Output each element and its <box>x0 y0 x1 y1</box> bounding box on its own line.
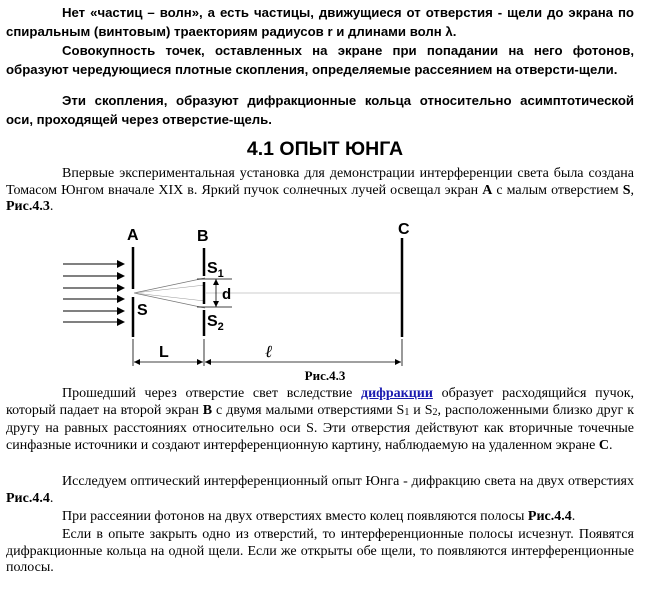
label-d: d <box>222 286 232 303</box>
subscript: 1 <box>404 406 410 418</box>
incoming-light-arrows <box>63 264 124 322</box>
screen-c-ref: С <box>598 437 609 453</box>
explore-paragraph <box>6 474 634 507</box>
label-s2-letter: S <box>207 313 218 330</box>
text: . <box>49 199 54 214</box>
figure-caption: Рис.4.3 <box>304 368 346 383</box>
text: При рассеянии фотонов на двух отверстиях вместо колец появляются полосы <box>62 509 528 524</box>
figure-ref: Рис.4.4 <box>527 509 572 524</box>
text: образует расходящийся пучок, который падает на второй экран <box>6 386 635 418</box>
section-title: 4.1 ОПЫТ ЮНГА <box>246 138 404 160</box>
label-s2-subscript: 2 <box>217 321 224 333</box>
intro-paragraph-3: Эти скопления, образуют дифракционные кольца относительно асимптотической оси, проходящей через отверстие-щель. <box>6 93 634 127</box>
intro-paragraph-2: Совокупность точек, оставленных на экране при попадании на него фотонов, образуют чередующиеся плотные скопления, определяемые рассеянием на отверсти-щели. <box>6 43 634 77</box>
screen-b-ref: В <box>202 402 213 418</box>
slit-s-ref: S <box>622 182 631 198</box>
text: . <box>571 509 576 524</box>
text: . <box>609 437 613 453</box>
label-s: S <box>137 302 148 319</box>
text: с двумя малыми отверстиями S <box>212 402 405 418</box>
screen-a-ref: А <box>482 182 493 198</box>
closing-paragraph: Если в опыте закрыть одно из отверстий, то интерференционные полосы исчезнут. Появятся дифракционные кольца на одной щели. Если же открыты обе щели, то появляются интерференционные полосы. <box>6 527 634 575</box>
subscript: 2 <box>432 406 438 418</box>
intro-paragraph-1: Нет «частиц – волн», а есть частицы, движущиеся от отверстия - щели до экрана по спиральным (винтовым) траекториям радиусов r и длинами волн λ. <box>6 5 634 39</box>
text: Прошедший через отверстие свет вследствие <box>62 386 362 401</box>
label-a: A <box>127 227 139 244</box>
label-s1-letter: S <box>207 260 218 277</box>
figure-ref: Рис.4.3 <box>6 199 50 214</box>
diffraction-link[interactable]: дифракции <box>361 386 433 401</box>
text: , <box>630 182 634 198</box>
label-c: C <box>398 221 410 238</box>
bands-paragraph <box>6 509 634 526</box>
text: и S <box>409 402 433 418</box>
text: с малым отверстием <box>492 182 623 198</box>
label-L: L <box>159 344 169 361</box>
text: Исследуем оптический интерференционный опыт Юнга - дифракцию света на двух отверстиях <box>62 474 634 489</box>
label-l: ℓ <box>265 342 273 362</box>
label-s1-subscript: 1 <box>217 268 224 280</box>
label-s2 <box>207 313 224 333</box>
label-s1 <box>207 260 224 280</box>
setup-paragraph <box>6 166 634 216</box>
text: . <box>49 490 54 506</box>
diffraction-paragraph <box>6 386 634 454</box>
figure-ref: Рис.4.4 <box>6 490 50 506</box>
text: , расположенными близко друг к другу на равных расстояниях относительно оси S. Эти отверстия действуют как вторичные точечные синфазные источники и создают интерференционную картину, наблюдаемую на удаленном экране <box>6 402 634 453</box>
young-experiment-diagram <box>0 215 650 370</box>
text: Впервые экспериментальная установка для демонстрации интерференции света была создана Томасом Юнгом вначале XIX в. Яркий пучок солнечных лучей освещал экран <box>6 166 634 198</box>
label-b: B <box>197 228 209 245</box>
